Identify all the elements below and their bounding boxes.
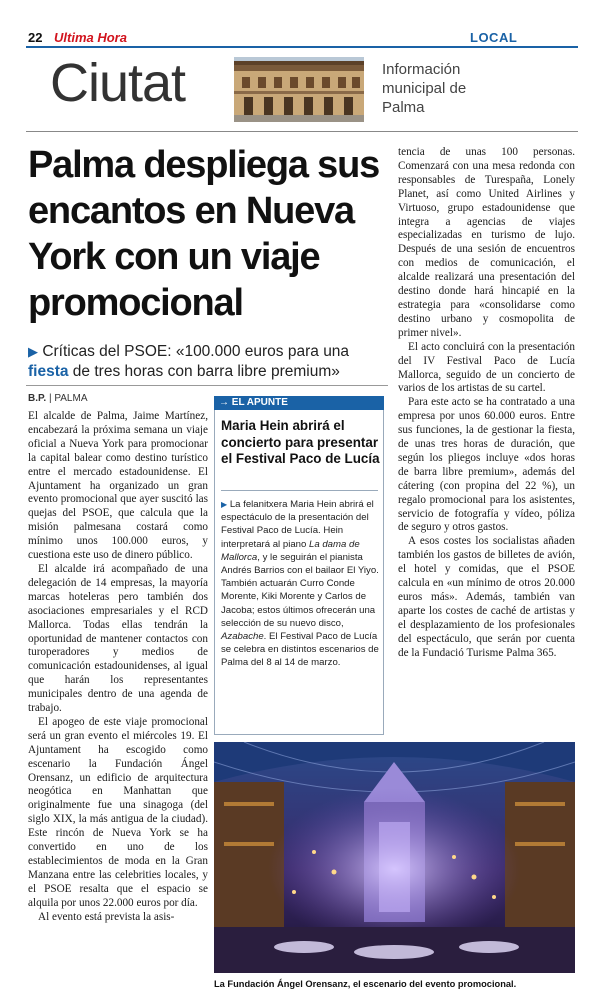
- headline: Palma despliega sus encantos en Nueva York con un viaje promocional: [28, 144, 380, 324]
- article-paragraph: El acto concluirá con la presentación del IV Festival Paco de Lucía Mallorca, seguido de un concierto de varios de los artistas de su cartel.: [398, 340, 575, 395]
- banner-info-text: Información municipal de Palma: [382, 61, 467, 116]
- apunte-body-part: , y le seguirán el pianista Andrés Barrios con el bailaor El Yiyo. También actuarán Curro Conde Morente, Kiki Morente y Carlos de Jacoba; estos últimos ofrecerán una selección de su nuevo disco,: [221, 551, 379, 629]
- byline-location: PALMA: [54, 393, 88, 404]
- ciutat-title: Ciutat: [50, 53, 186, 113]
- apunte-body-italic: Azabache: [221, 631, 264, 643]
- apunte-rule: [221, 490, 378, 491]
- apunte-label-text: EL APUNTE: [231, 397, 288, 408]
- apunte-body-italic: La dama de Mallorca: [221, 538, 360, 563]
- article-column-3: [398, 146, 575, 756]
- apunte-label: → EL APUNTE: [214, 396, 384, 410]
- article-paragraph: A esos costes los socialistas añaden también los gastos de billetes de avión, el hotel y comidas, que el PSOE calcula en «un mínimo de otros 20.000 euros más». Además, también van aparte los costes de caché de artistas y el desplazamiento de los profesionales del espectáculo, que serán por cuenta de la Fundació Turisme Palma 365.: [398, 535, 575, 659]
- byline-author: B.P.: [28, 393, 47, 404]
- byline-separator: |: [46, 393, 55, 404]
- article-paragraph: Al evento está prevista la asis-: [38, 910, 175, 923]
- apunte-body-part: La felanitxera Maria Hein abrirá el espectáculo de la presentación del Festival Paco de Lucía. Hein interpretará al piano: [221, 499, 374, 550]
- town-hall-photo: [234, 57, 364, 122]
- byline: [28, 393, 88, 404]
- banner-rule: [26, 131, 578, 132]
- article-paragraph: El apogeo de este viaje promocional será un gran evento el miércoles 19. El Ajuntament ha escogido como escenario la Fundación Ángel Orensanz, un edificio de arquitectura neogótica en Manhattan que originalmente fue una sinagoga (del siglo XIX, la más antigua de la ciudad). Este rincón de Nueva York se ha convertido en uno de los establecimientos de moda en la Gran Manzana entre las celebrities locales, y el PSOE resalta que el espacio se alquila por unos 22.000 euros por día.: [28, 715, 208, 909]
- apunte-body: [221, 498, 380, 670]
- subheadline: [28, 342, 388, 382]
- subhead-text-after: de tres horas con barra libre premium»: [68, 363, 340, 380]
- article-paragraph: tencia de unas 100 personas. Comenzará con una mesa redonda con responsables de Turespaña, Lonely Planet, así como United Airlines y Virtuoso, grupo estadounidense que integra a agencias de viajes especializadas en turismo de lujo. Después de una sesión de encuentros con medios de comunicación, el alcalde realizará una presentación del destino donde hará hincapié en la estrategia para «consolidarse como destino urbano y cosmopolita de primer nivel».: [398, 146, 575, 339]
- article-column-1: [28, 410, 208, 998]
- article-paragraph: El alcalde de Palma, Jaime Martínez, encabezará la próxima semana un viaje oficial a Nueva York para promocionar la capital balear como destino turístico entre el mercado estadounidense. El Ajuntament ha organizado un gran evento promocional que ayer suscitó las quejas del PSOE, que calcula que la misión palmesana costará como mínimo unos 100.000 euros, y cuestiona este uso de dinero público.: [28, 410, 208, 562]
- apunte-title: Maria Hein abrirá el concierto para presentar el Festival Paco de Lucía: [221, 418, 380, 466]
- page-number: 22: [28, 30, 43, 45]
- triangle-bullet-icon: ▶: [28, 344, 38, 359]
- article-paragraph: Para este acto se ha contratado a una empresa por unos 60.000 euros. Entre sus funciones, la de gestionar la fiesta, de unas tres horas de duración, que según los pliegos incluye «dos horas de barra libre premium», además del cátering (con propina del 22 %), un regalo promocional para los asistentes, servicio de fotografía y vídeo, póliza de seguro y otros gastos.: [398, 396, 575, 534]
- subhead-text-before: Críticas del PSOE: «100.000 euros para una: [42, 343, 350, 360]
- article-paragraph: El alcalde irá acompañado de una delegación de 14 empresas, la mayoría marcas hoteleras pero también dos asociaciones empresariales y el RCD Mallorca. Todas ellas tendrán la oportunidad de mantener contactos con turoperadores y medios de comunicación estadounidenses, al igual que harán los representantes municipales dentro de una agenda de trabajo.: [28, 562, 208, 715]
- section-label: LOCAL: [470, 30, 518, 45]
- subhead-highlight: fiesta: [28, 363, 69, 380]
- newspaper-logo: Ultima Hora: [54, 30, 127, 45]
- header-rule: [26, 46, 578, 48]
- apunte-body-part: . El Festival Paco de Lucía se celebra en distintos escenarios de Palma del 8 al 14 de marzo.: [221, 631, 379, 669]
- subhead-rule: [26, 385, 388, 386]
- triangle-bullet-icon: ▶: [221, 500, 228, 509]
- venue-photo: [214, 742, 575, 973]
- photo-caption: La Fundación Ángel Orensanz, el escenario del evento promocional.: [214, 979, 517, 989]
